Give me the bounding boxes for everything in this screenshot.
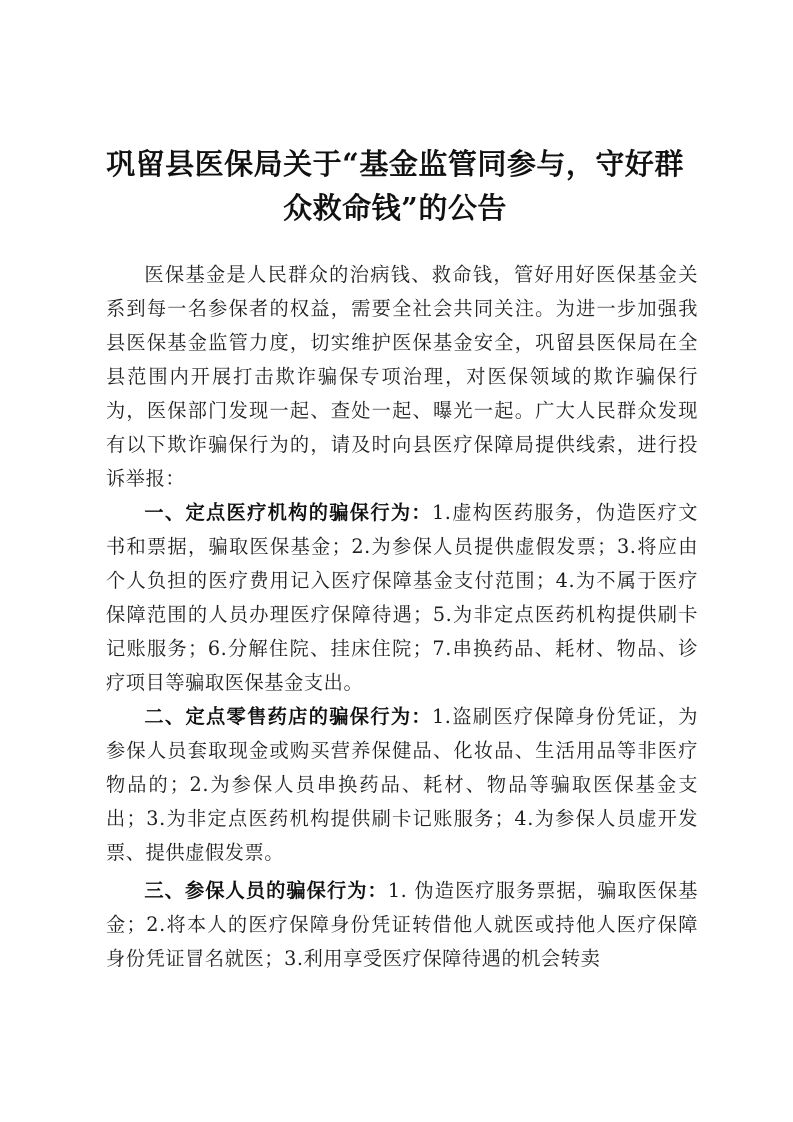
section-paragraph-1 xyxy=(106,496,698,700)
section-paragraph-3 xyxy=(106,874,698,976)
section-text: 1.盗刷医疗保障身份凭证，为参保人员套取现金或购买营养保健品、化妆品、生活用品等非医疗物品的；2.为参保人员串换药品、耗材、物品等骗取医保基金支出；3.为非定点医药机构提供刷卡记账服务；4.为参保人员虚开发票、提供虚假发票。 xyxy=(106,705,698,864)
document-body xyxy=(106,258,698,976)
section-heading: 三、参保人员的骗保行为： xyxy=(144,879,388,902)
title-line-1: 巩留县医保局关于“基金监管同参与，守好群 xyxy=(106,147,684,181)
title-line-2: 众救命钱”的公告 xyxy=(283,191,507,225)
section-paragraph-2 xyxy=(106,700,698,870)
intro-paragraph: 医保基金是人民群众的治病钱、救命钱，管好用好医保基金关系到每一名参保者的权益，需要全社会共同关注。为进一步加强我县医保基金监管力度，切实维护医保基金安全，巩留县医保局在全县范围内开展打击欺诈骗保专项治理，对医保领域的欺诈骗保行为，医保部门发现一起、查处一起、曝光一起。广大人民群众发现有以下欺诈骗保行为的，请及时向县医疗保障局提供线索，进行投诉举报： xyxy=(106,263,698,490)
page-title xyxy=(95,142,695,230)
section-heading: 一、定点医疗机构的骗保行为： xyxy=(144,501,432,524)
section-text: 1.虚构医药服务，伪造医疗文书和票据，骗取医保基金；2.为参保人员提供虚假发票；3.将应由个人负担的医疗费用记入医疗保障基金支付范围；4.为不属于医疗保障范围的人员办理医疗保障待遇；5.为非定点医药机构提供刷卡记账服务；6.分解住院、挂床住院；7.串换药品、耗材、物品、诊疗项目等骗取医保基金支出。 xyxy=(106,501,698,694)
section-heading: 二、定点零售药店的骗保行为： xyxy=(144,705,432,728)
section-text: 1. 伪造医疗服务票据，骗取医保基金；2.将本人的医疗保障身份凭证转借他人就医或持他人医疗保障身份凭证冒名就医；3.利用享受医疗保障待遇的机会转卖 xyxy=(106,879,699,970)
